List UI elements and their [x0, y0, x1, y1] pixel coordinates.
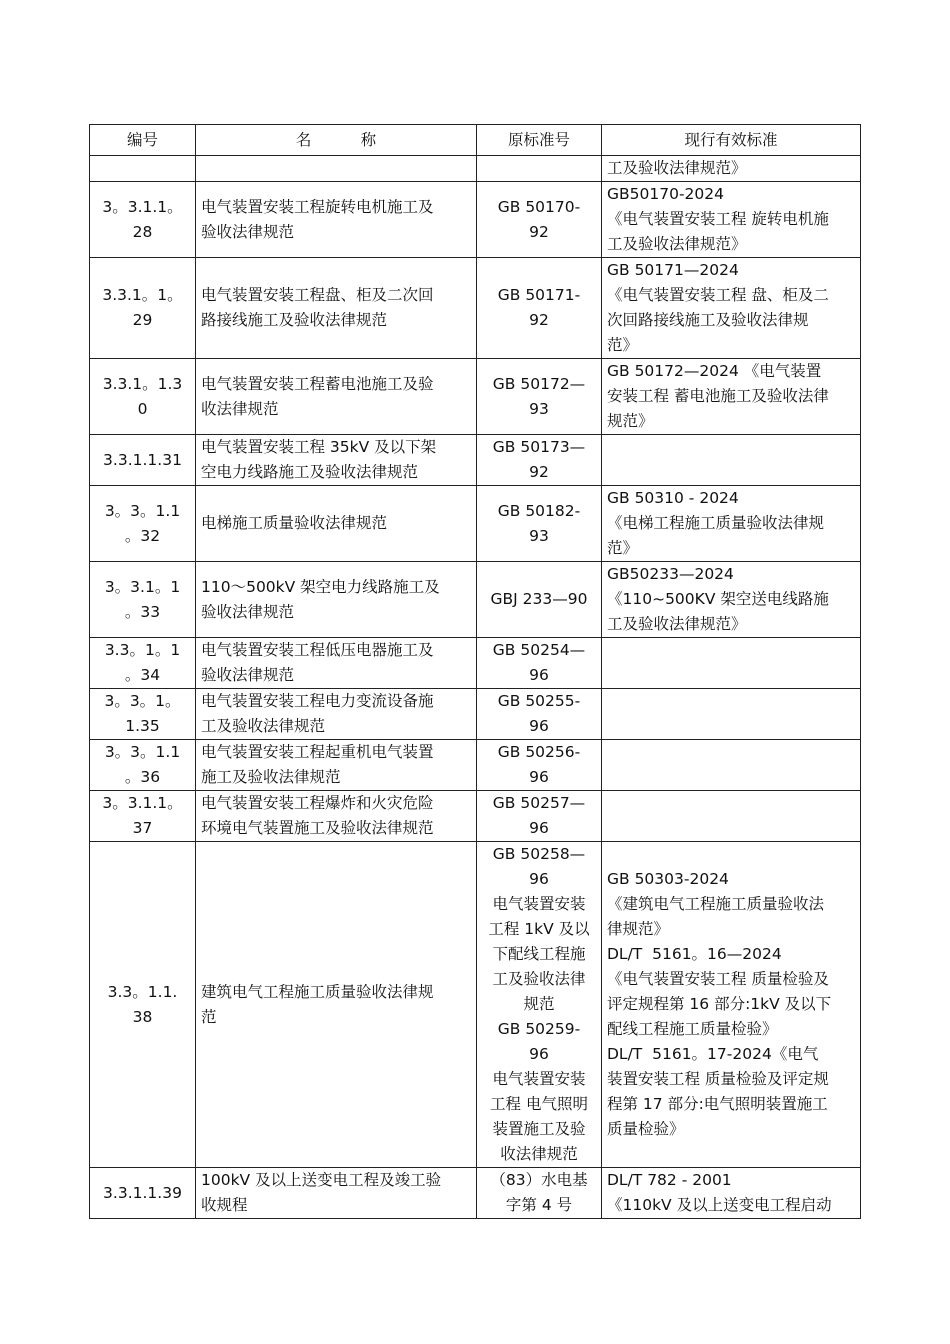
- cell-line: 工程 电气照明: [490, 1095, 588, 1113]
- table-header-row: [90, 125, 861, 156]
- cell-original-standard: [477, 156, 602, 182]
- cell-name: [196, 842, 477, 1168]
- header-code: 编号: [90, 125, 196, 156]
- cell-line: 3。3.1.1。: [102, 794, 183, 812]
- cell-line: 次回路接线施工及验收法律规: [607, 311, 809, 329]
- cell-line: DL/T 782 - 2001: [607, 1171, 732, 1189]
- cell-line: 安装工程 蓄电池施工及验收法律: [607, 387, 829, 405]
- cell-line: 电气装置安装工程低压电器施工及: [201, 641, 434, 659]
- standards-table: [89, 124, 861, 1219]
- cell-line: 92: [529, 311, 549, 329]
- cell-code: [90, 435, 196, 486]
- cell-line: 。33: [124, 602, 161, 621]
- cell-line: GB 50173—: [492, 438, 586, 456]
- cell-line: GB 50303-2024: [607, 870, 729, 888]
- cell-line: DL/T 5161。17-2024《电气: [607, 1045, 819, 1063]
- cell-line: 路接线施工及验收法律规范: [201, 311, 388, 329]
- cell-current-standard: [602, 182, 861, 258]
- cell-code: [90, 156, 196, 182]
- cell-current-standard: [602, 359, 861, 435]
- cell-line: 收规程: [201, 1196, 248, 1214]
- cell-line: 96: [529, 870, 549, 888]
- cell-line: GB 50258—: [492, 845, 586, 863]
- cell-line: 字第 4 号: [505, 1196, 573, 1214]
- cell-line: 电气装置安装工程起重机电气装置: [201, 743, 434, 761]
- cell-original-standard: [477, 182, 602, 258]
- cell-line: 工及验收法律规范》: [607, 235, 747, 253]
- cell-line: 《电梯工程施工质量验收法律规: [607, 514, 825, 532]
- cell-name: [196, 156, 477, 182]
- cell-line: 92: [529, 463, 549, 481]
- cell-line: 100kV 及以上送变电工程及竣工验: [201, 1171, 442, 1189]
- cell-code: [90, 258, 196, 359]
- cell-line: 3。3.1。1: [104, 577, 181, 596]
- cell-current-standard: [602, 562, 861, 638]
- cell-line: GB 50254—: [492, 641, 586, 659]
- cell-name: [196, 791, 477, 842]
- cell-original-standard: [477, 689, 602, 740]
- cell-code: [90, 638, 196, 689]
- cell-line: 工及验收法律: [492, 970, 586, 988]
- cell-name: [196, 689, 477, 740]
- cell-line: 律规范》: [607, 920, 670, 938]
- table-row: [90, 562, 861, 638]
- cell-line: 3.3。1。1: [104, 641, 181, 659]
- header-original-standard: 原标准号: [477, 125, 602, 156]
- cell-line: 3.3.1.1.31: [103, 450, 182, 469]
- header-name-text: 名 称: [295, 130, 377, 149]
- cell-line: 《电气装置安装工程 盘、柜及二: [607, 286, 829, 304]
- cell-line: GB 50171-: [497, 286, 581, 304]
- cell-line: 38: [132, 1007, 153, 1026]
- cell-line: 质量检验》: [607, 1120, 685, 1138]
- cell-line: DL/T 5161。16—2024: [607, 945, 782, 963]
- cell-line: 电气装置安装: [492, 1070, 586, 1088]
- cell-original-standard: [477, 842, 602, 1168]
- header-name: [196, 125, 477, 156]
- cell-line: 3。3。1.1: [104, 501, 181, 520]
- cell-line: GB 50310 - 2024: [607, 489, 739, 507]
- table-row: [90, 1168, 861, 1219]
- cell-line: 3。3.1.1。: [102, 197, 183, 216]
- cell-line: 《电气装置安装工程 旋转电机施: [607, 210, 829, 228]
- cell-original-standard: [477, 435, 602, 486]
- cell-line: 收法律规范: [500, 1145, 578, 1163]
- cell-line: 范》: [607, 539, 639, 557]
- cell-code: [90, 562, 196, 638]
- cell-line: GB 50170-: [497, 197, 581, 216]
- cell-line: 92: [529, 222, 549, 241]
- cell-original-standard: [477, 359, 602, 435]
- table-body: [90, 156, 861, 1219]
- cell-original-standard: [477, 486, 602, 562]
- cell-line: 93: [529, 399, 549, 418]
- cell-line: 电气装置安装工程 35kV 及以下架: [201, 438, 437, 456]
- cell-line: 《110~500KV 架空送电线路施: [607, 590, 829, 608]
- cell-line: 3.3.1。1。: [102, 286, 183, 304]
- cell-line: 0: [137, 399, 148, 418]
- cell-line: 收法律规范: [201, 399, 279, 418]
- cell-current-standard: [602, 638, 861, 689]
- cell-line: 验收法律规范: [201, 602, 295, 621]
- cell-current-standard: [602, 1168, 861, 1219]
- cell-line: 96: [529, 666, 549, 684]
- cell-line: GB50170-2024: [607, 185, 724, 203]
- cell-name: [196, 638, 477, 689]
- cell-current-standard: [602, 689, 861, 740]
- cell-line: GB 50257—: [492, 794, 586, 812]
- cell-original-standard: [477, 791, 602, 842]
- cell-line: GB 50172—: [492, 374, 586, 393]
- table-row: [90, 689, 861, 740]
- cell-code: [90, 842, 196, 1168]
- cell-line: 96: [529, 717, 549, 735]
- cell-line: 配线工程施工质量检验》: [607, 1020, 778, 1038]
- cell-line: 工程 1kV 及以: [488, 920, 590, 938]
- cell-line: 93: [529, 526, 549, 545]
- cell-code: [90, 791, 196, 842]
- cell-line: 3。3。1。: [104, 692, 181, 710]
- cell-line: 3.3.1.1.39: [103, 1183, 182, 1202]
- cell-line: 。34: [124, 666, 161, 684]
- cell-line: GB 50255-: [497, 692, 581, 710]
- cell-current-standard: [602, 740, 861, 791]
- cell-line: 工及验收法律规范》: [607, 615, 747, 633]
- cell-line: 电气装置安装工程盘、柜及二次回: [201, 286, 434, 304]
- cell-line: 范: [201, 1007, 217, 1026]
- cell-line: 。32: [124, 526, 161, 545]
- cell-code: [90, 1168, 196, 1219]
- cell-line: GB 50182-: [497, 501, 581, 520]
- cell-line: 下配线工程施: [492, 945, 586, 963]
- cell-line: 3.3。1.1.: [107, 982, 178, 1001]
- cell-line: GB50233—2024: [607, 565, 734, 583]
- cell-name: [196, 740, 477, 791]
- cell-line: 29: [132, 311, 153, 329]
- cell-line: GB 50171—2024: [607, 261, 739, 279]
- cell-line: GB 50259-: [497, 1020, 581, 1038]
- cell-name: [196, 258, 477, 359]
- cell-line: 施工及验收法律规范: [201, 768, 341, 786]
- cell-line: 范》: [607, 336, 639, 354]
- cell-line: 《建筑电气工程施工质量验收法: [607, 895, 825, 913]
- cell-name: [196, 1168, 477, 1219]
- table-row: [90, 740, 861, 791]
- cell-name: [196, 182, 477, 258]
- table-row: [90, 156, 861, 182]
- cell-code: [90, 182, 196, 258]
- cell-current-standard: [602, 842, 861, 1168]
- cell-line: 验收法律规范: [201, 222, 295, 241]
- cell-name: [196, 435, 477, 486]
- cell-line: （83）水电基: [490, 1171, 588, 1189]
- cell-current-standard: [602, 791, 861, 842]
- table-row: [90, 791, 861, 842]
- cell-current-standard: [602, 435, 861, 486]
- table-row: [90, 258, 861, 359]
- table-row: [90, 638, 861, 689]
- cell-line: 工及验收法律规范》: [607, 159, 747, 177]
- cell-line: 工及验收法律规范: [201, 717, 326, 735]
- cell-line: 评定规程第 16 部分:1kV 及以下: [607, 995, 832, 1013]
- cell-line: 3.3.1。1.3: [102, 374, 183, 393]
- cell-line: 电气装置安装工程蓄电池施工及验: [201, 374, 434, 393]
- cell-line: GB 50172—2024 《电气装置: [607, 362, 822, 380]
- cell-line: 装置安装工程 质量检验及评定规: [607, 1070, 829, 1088]
- cell-line: 环境电气装置施工及验收法律规范: [201, 819, 434, 837]
- cell-line: 37: [132, 819, 153, 837]
- cell-line: 28: [132, 222, 153, 241]
- table-row: [90, 359, 861, 435]
- cell-original-standard: [477, 740, 602, 791]
- table-row: [90, 182, 861, 258]
- cell-original-standard: [477, 638, 602, 689]
- cell-line: 。36: [124, 768, 161, 786]
- cell-line: 装置施工及验: [492, 1120, 586, 1138]
- cell-line: 电气装置安装工程爆炸和火灾危险: [201, 794, 434, 812]
- cell-line: GBJ 233—90: [490, 590, 588, 608]
- cell-line: 1.35: [125, 717, 160, 735]
- cell-current-standard: [602, 258, 861, 359]
- cell-line: 规范》: [607, 412, 654, 430]
- cell-line: 电气装置安装: [492, 895, 586, 913]
- cell-line: GB 50256-: [497, 743, 581, 761]
- cell-name: [196, 562, 477, 638]
- cell-code: [90, 740, 196, 791]
- cell-line: 规范: [523, 995, 555, 1013]
- cell-line: 电梯施工质量验收法律规范: [201, 514, 388, 532]
- cell-original-standard: [477, 1168, 602, 1219]
- cell-line: 电气装置安装工程电力变流设备施: [201, 692, 434, 710]
- cell-name: [196, 486, 477, 562]
- cell-line: 程第 17 部分:电气照明装置施工: [607, 1095, 828, 1113]
- table-row: [90, 435, 861, 486]
- cell-line: 《电气装置安装工程 质量检验及: [607, 970, 829, 988]
- cell-code: [90, 689, 196, 740]
- header-current-standard: 现行有效标准: [602, 125, 861, 156]
- cell-original-standard: [477, 258, 602, 359]
- cell-line: 3。3。1.1: [104, 743, 181, 761]
- cell-code: [90, 486, 196, 562]
- cell-original-standard: [477, 562, 602, 638]
- cell-code: [90, 359, 196, 435]
- table-row: [90, 842, 861, 1168]
- cell-line: 建筑电气工程施工质量验收法律规: [201, 982, 434, 1001]
- table-row: [90, 486, 861, 562]
- cell-current-standard: [602, 486, 861, 562]
- cell-line: 验收法律规范: [201, 666, 295, 684]
- cell-current-standard: [602, 156, 861, 182]
- cell-line: 110～500kV 架空电力线路施工及: [201, 577, 440, 596]
- cell-line: 96: [529, 768, 549, 786]
- cell-line: 电气装置安装工程旋转电机施工及: [201, 197, 434, 216]
- cell-line: 《110kV 及以上送变电工程启动: [607, 1196, 832, 1214]
- cell-line: 96: [529, 819, 549, 837]
- cell-line: 空电力线路施工及验收法律规范: [201, 463, 419, 481]
- cell-name: [196, 359, 477, 435]
- cell-line: 96: [529, 1045, 549, 1063]
